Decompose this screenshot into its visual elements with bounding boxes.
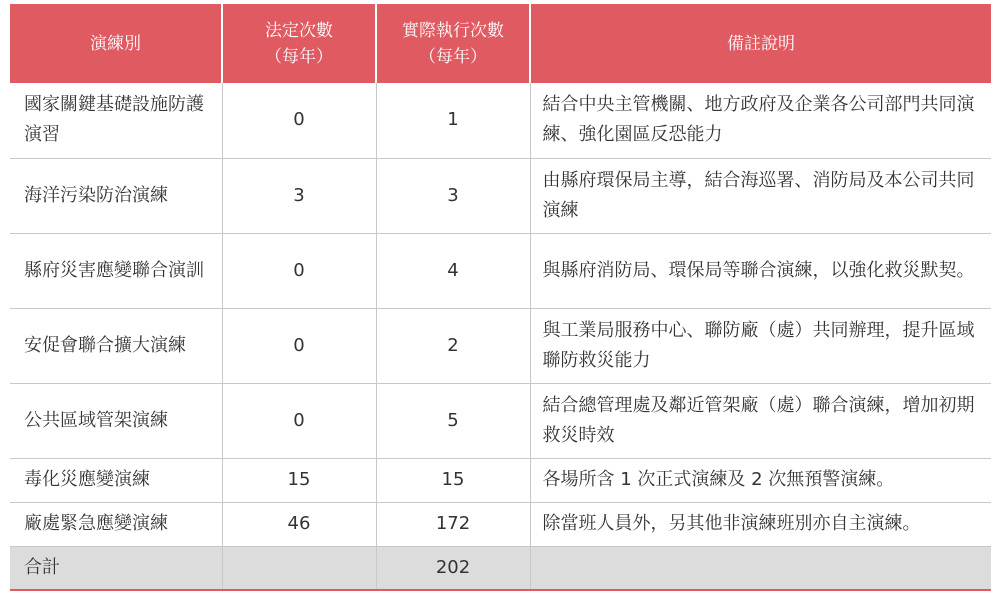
table-row	[10, 83, 991, 158]
cell-statutory: 0	[222, 83, 376, 158]
total-notes	[530, 546, 991, 590]
header-notes: 備註說明	[530, 4, 991, 83]
table-row	[10, 383, 991, 458]
cell-statutory: 0	[222, 233, 376, 308]
cell-statutory: 0	[222, 383, 376, 458]
cell-notes: 結合中央主管機關、地方政府及企業各公司部門共同演練、強化園區反恐能力	[530, 83, 991, 158]
header-actual: 實際執行次數 （每年）	[376, 4, 530, 83]
total-row	[10, 546, 991, 590]
table-row	[10, 308, 991, 383]
cell-statutory: 3	[222, 158, 376, 233]
table-row	[10, 502, 991, 546]
cell-actual: 3	[376, 158, 530, 233]
cell-drill: 廠處緊急應變演練	[10, 502, 222, 546]
header-statutory: 法定次數 （每年）	[222, 4, 376, 83]
cell-actual: 1	[376, 83, 530, 158]
table-row	[10, 458, 991, 502]
cell-notes: 由縣府環保局主導，結合海巡署、消防局及本公司共同演練	[530, 158, 991, 233]
cell-statutory: 0	[222, 308, 376, 383]
table-row	[10, 158, 991, 233]
cell-actual: 172	[376, 502, 530, 546]
total-actual: 202	[376, 546, 530, 590]
cell-notes: 與工業局服務中心、聯防廠（處）共同辦理，提升區域聯防救災能力	[530, 308, 991, 383]
cell-drill: 公共區域管架演練	[10, 383, 222, 458]
header-drill: 演練別	[10, 4, 222, 83]
cell-drill: 縣府災害應變聯合演訓	[10, 233, 222, 308]
table-header-row	[10, 4, 991, 83]
cell-actual: 15	[376, 458, 530, 502]
table-row	[10, 233, 991, 308]
cell-drill: 國家關鍵基礎設施防護演習	[10, 83, 222, 158]
total-label: 合計	[10, 546, 222, 590]
cell-drill: 毒化災應變演練	[10, 458, 222, 502]
cell-notes: 結合總管理處及鄰近管架廠（處）聯合演練，增加初期救災時效	[530, 383, 991, 458]
cell-actual: 4	[376, 233, 530, 308]
emergency-drill-table	[10, 4, 991, 591]
total-statutory	[222, 546, 376, 590]
cell-notes: 與縣府消防局、環保局等聯合演練，以強化救災默契。	[530, 233, 991, 308]
cell-statutory: 46	[222, 502, 376, 546]
cell-drill: 海洋污染防治演練	[10, 158, 222, 233]
cell-notes: 各場所含 1 次正式演練及 2 次無預警演練。	[530, 458, 991, 502]
cell-actual: 2	[376, 308, 530, 383]
cell-notes: 除當班人員外，另其他非演練班別亦自主演練。	[530, 502, 991, 546]
cell-drill: 安促會聯合擴大演練	[10, 308, 222, 383]
cell-actual: 5	[376, 383, 530, 458]
cell-statutory: 15	[222, 458, 376, 502]
